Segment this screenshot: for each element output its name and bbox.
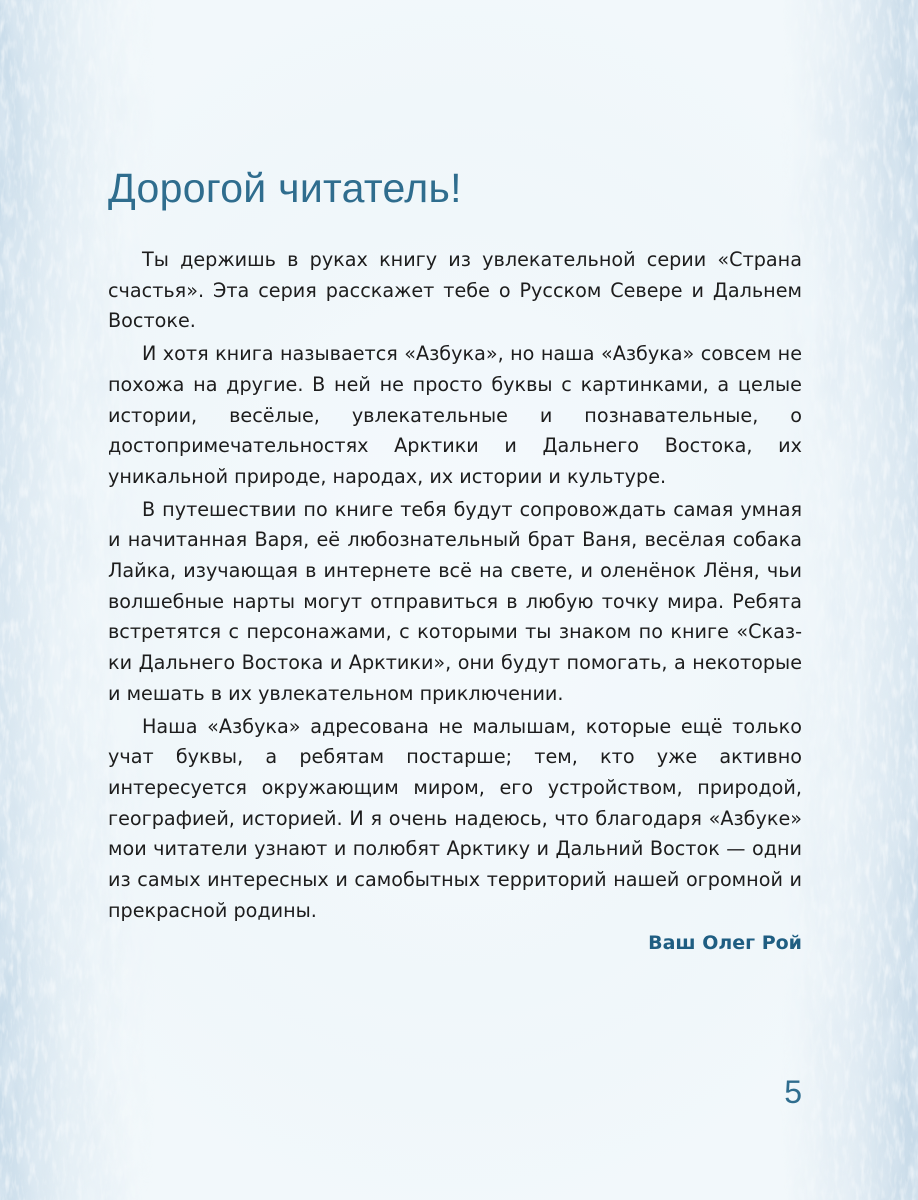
- page-title: Дорогой читатель!: [108, 165, 462, 211]
- page-number: 5: [784, 1074, 802, 1110]
- paragraph: И хотя книга называется «Азбука», но наша «Азбука» совсем не похожа на другие. В ней не просто буквы с картинками, а целые истории, весёлые, увлекательные и познавательные, о достопримечательностях Арктики и Дальнего Востока, их уникальной природе, народах, их истории и культуре.: [108, 342, 802, 488]
- author-signature: Ваш Олег Рой: [648, 932, 802, 954]
- paragraph: В путешествии по книге тебя будут сопровождать самая умная и начитанная Варя, её любознательный брат Ваня, весёлая собака Лайка, изучающая в интернете всё на свете, и оленёнок Лёня, чьи волшебные нарты могут отправиться в любую точку мира. Ребята встретятся с персонажами, с которыми ты знаком по книге «Сказки Дальнего Востока и Арктики», они будут помогать, а некоторые и мешать в их увлекательном приключении.: [108, 497, 802, 705]
- paragraph: Ты держишь в руках книгу из увлекательной серии «Страна счастья». Эта серия расскажет тебе о Русском Севере и Дальнем Востоке.: [108, 248, 802, 333]
- text-column: [108, 160, 802, 928]
- body-text: [108, 245, 802, 926]
- paragraph: Наша «Азбука» адресована не малышам, которые ещё только учат буквы, а ребятам постарше; тем, кто уже активно интересуется окружающим миром, его устройством, природой, географией, историей. И я очень надеюсь, что благодаря «Азбуке» мои читатели узнают и полюбят Арктику и Дальний Восток — одни из самых интересных и самобытных территорий нашей огромной и прекрасной родины.: [108, 714, 802, 922]
